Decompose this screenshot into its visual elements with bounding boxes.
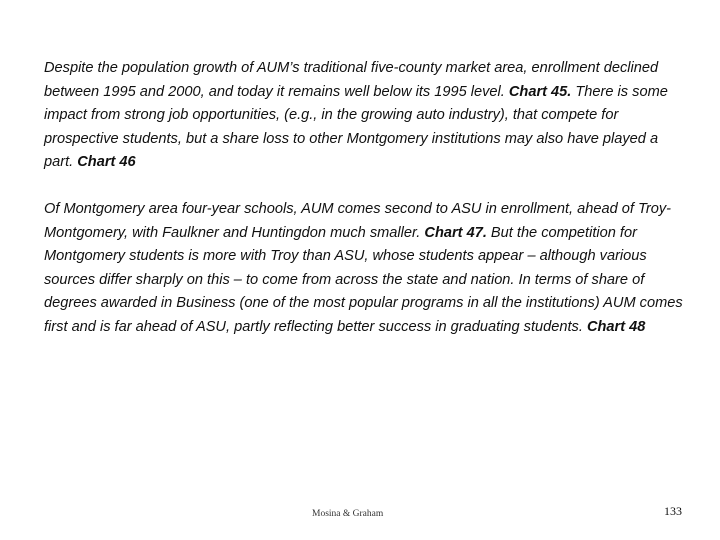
chart-reference-47: Chart 47. — [424, 224, 487, 241]
paragraph-text: There is some impact from strong job opportunities, (e.g., in the growing auto industry), that compete for prospective students, but a share loss to other Montgomery institutions may also have played a part. — [44, 83, 668, 171]
chart-reference-46: Chart 46 — [77, 154, 136, 171]
paragraph-enrollment-trend — [44, 57, 684, 175]
paragraph-montgomery-competition — [44, 198, 684, 340]
chart-reference-48: Chart 48 — [586, 318, 646, 335]
page-number: 133 — [664, 504, 682, 518]
paragraph-text: But the competition for Montgomery students is more with Troy than ASU, whose students appear – although various sources differ sharply on this – to come from across the state and nation. In terms of share of degrees awarded in Business (one of the most popular programs in all the institutions) AUM comes first and is far ahead of ASU, partly reflecting better success in graduating students. — [44, 224, 683, 335]
chart-reference-45: Chart 45. — [508, 83, 572, 100]
paragraph-text: Of Montgomery area four-year schools, AUM comes second to ASU in enrollment, ahead of Troy-Montgomery, with Faulkner and Huntingdon much smaller. — [44, 201, 671, 241]
footer-source: Mosina & Graham — [312, 509, 384, 519]
paragraph-text: Despite the population growth of AUM’s traditional five-county market area, enrollment declined between 1995 and 2000, and today it remains well below its 1995 level. — [44, 60, 659, 100]
